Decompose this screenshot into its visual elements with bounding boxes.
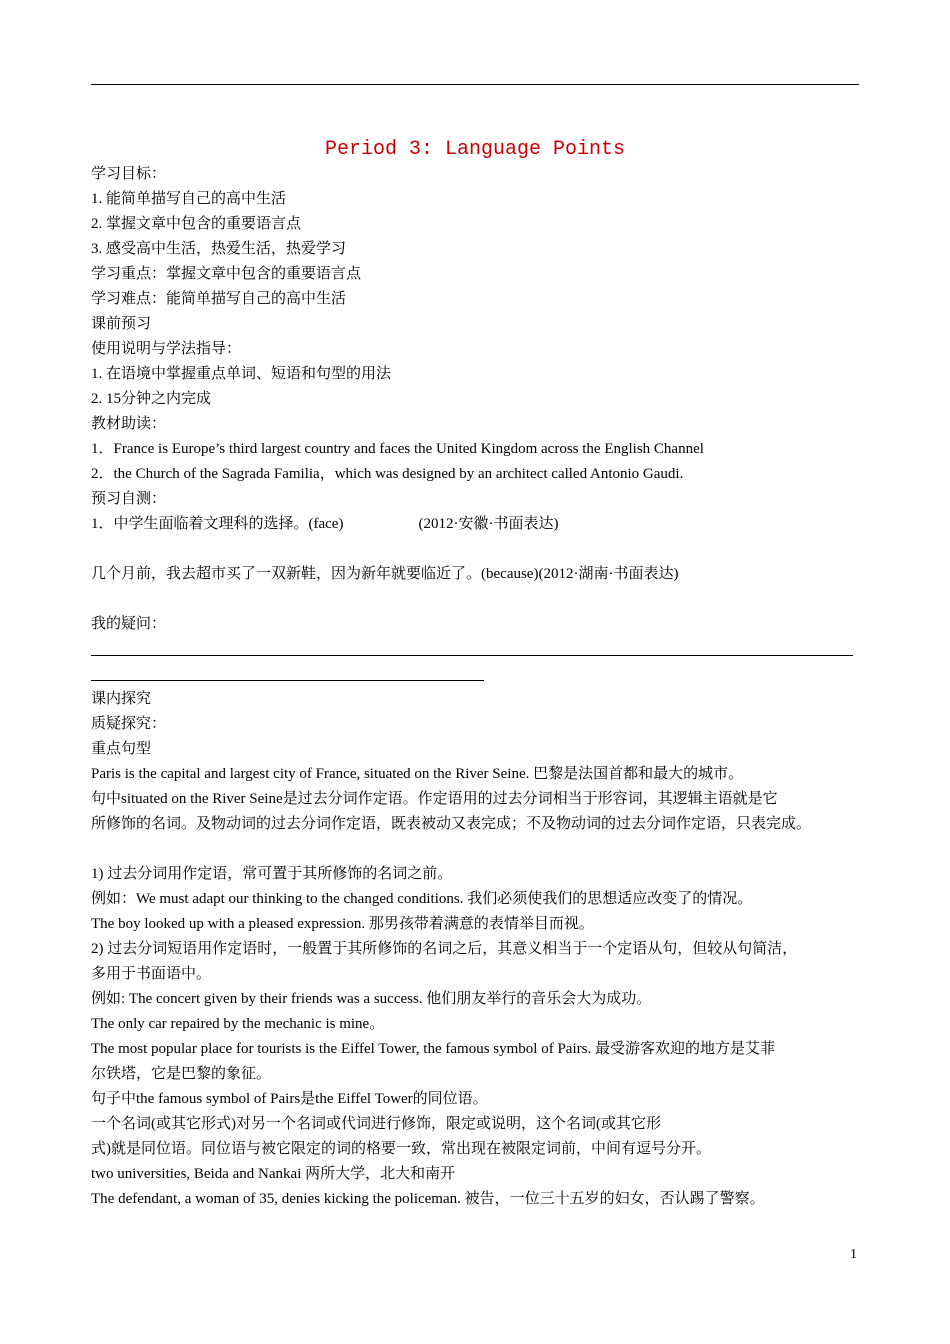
text-line: 1. 能简单描写自己的高中生活 bbox=[91, 191, 287, 207]
text-line: Paris is the capital and largest city of France, situated on the River Seine. 巴黎是法国首都和最大的城市。 bbox=[91, 766, 744, 782]
text-line: 重点句型 bbox=[91, 741, 152, 757]
answer-blank-line bbox=[91, 637, 881, 662]
blank-line bbox=[91, 587, 881, 612]
text-line: 课前预习 bbox=[91, 316, 152, 332]
text-line: 多用于书面语中。 bbox=[91, 966, 212, 982]
text-line: 1. 在语境中掌握重点单词、短语和句型的用法 bbox=[91, 366, 392, 382]
text-line: 句子中the famous symbol of Pairs是the Eiffel Tower的同位语。 bbox=[91, 1091, 488, 1107]
text-line: 2) 过去分词短语用作定语时，一般置于其所修饰的名词之后，其意义相当于一个定语从句，但较从句简洁， bbox=[91, 941, 798, 957]
text-line: two universities, Beida and Nankai 两所大学，北大和南开 bbox=[91, 1166, 456, 1182]
page-number: 1 bbox=[850, 1247, 857, 1262]
text-line: 学习目标： bbox=[91, 166, 167, 182]
text-line: 所修饰的名词。及物动词的过去分词作定语，既表被动又表完成；不及物动词的过去分词作定语，只表完成。 bbox=[91, 816, 812, 832]
text-line: 一个名词(或其它形式)对另一个名词或代词进行修饰，限定或说明，这个名词(或其它形 bbox=[91, 1116, 661, 1132]
answer-blank-line bbox=[91, 662, 881, 687]
text-line: 1．France is Europe’s third largest country and faces the United Kingdom across the English Channel bbox=[91, 441, 704, 457]
text-line: 教材助读： bbox=[91, 416, 167, 432]
text-line: 例如: The concert given by their friends was a success. 他们朋友举行的音乐会大为成功。 bbox=[91, 991, 652, 1007]
text-line: The boy looked up with a pleased expression. 那男孩带着满意的表情举目而视。 bbox=[91, 916, 594, 932]
blank-line bbox=[91, 537, 881, 562]
text-line: 质疑探究： bbox=[91, 716, 167, 732]
document-body bbox=[91, 162, 881, 1212]
text-line: 例如：We must adapt our thinking to the changed conditions. 我们必须使我们的思想适应改变了的情况。 bbox=[91, 891, 753, 907]
text-line: 学习难点：能简单描写自己的高中生活 bbox=[91, 291, 347, 307]
text-line: 预习自测： bbox=[91, 491, 167, 507]
text-line: The only car repaired by the mechanic is mine。 bbox=[91, 1016, 385, 1032]
text-line: 学习重点：掌握文章中包含的重要语言点 bbox=[91, 266, 362, 282]
header-rule bbox=[91, 84, 859, 85]
text-line: 我的疑问： bbox=[91, 616, 167, 632]
text-line: 课内探究 bbox=[91, 691, 152, 707]
text-line: 使用说明与学法指导： bbox=[91, 341, 242, 357]
text-line: 3. 感受高中生活，热爱生活，热爱学习 bbox=[91, 241, 347, 257]
text-line: The most popular place for tourists is the Eiffel Tower, the famous symbol of Pairs. 最受游客欢迎的地方是艾菲 bbox=[91, 1041, 775, 1057]
blank-line bbox=[91, 837, 881, 862]
text-line: 几个月前，我去超市买了一双新鞋，因为新年就要临近了。(because)(2012·湖南·书面表达) bbox=[91, 566, 679, 582]
text-line: 2．the Church of the Sagrada Familia，which was designed by an architect called Antonio Gaudi. bbox=[91, 466, 684, 482]
page-title: Period 3: Language Points bbox=[324, 138, 626, 161]
text-line: 尔铁塔，它是巴黎的象征。 bbox=[91, 1066, 272, 1082]
text-line: 2. 掌握文章中包含的重要语言点 bbox=[91, 216, 302, 232]
text-line: 式)就是同位语。同位语与被它限定的词的格要一致，常出现在被限定词前，中间有逗号分开。 bbox=[91, 1141, 711, 1157]
text-line: 句中situated on the River Seine是过去分词作定语。作定语用的过去分词相当于形容词，其逻辑主语就是它 bbox=[91, 791, 778, 807]
text-line: 1) 过去分词用作定语，常可置于其所修饰的名词之前。 bbox=[91, 866, 453, 882]
text-line: The defendant, a woman of 35, denies kicking the policeman. 被告，一位三十五岁的妇女，否认踢了警察。 bbox=[91, 1191, 765, 1207]
text-line: 1．中学生面临着文理科的选择。(face) (2012·安徽·书面表达) bbox=[91, 516, 559, 532]
text-line: 2. 15分钟之内完成 bbox=[91, 391, 212, 407]
